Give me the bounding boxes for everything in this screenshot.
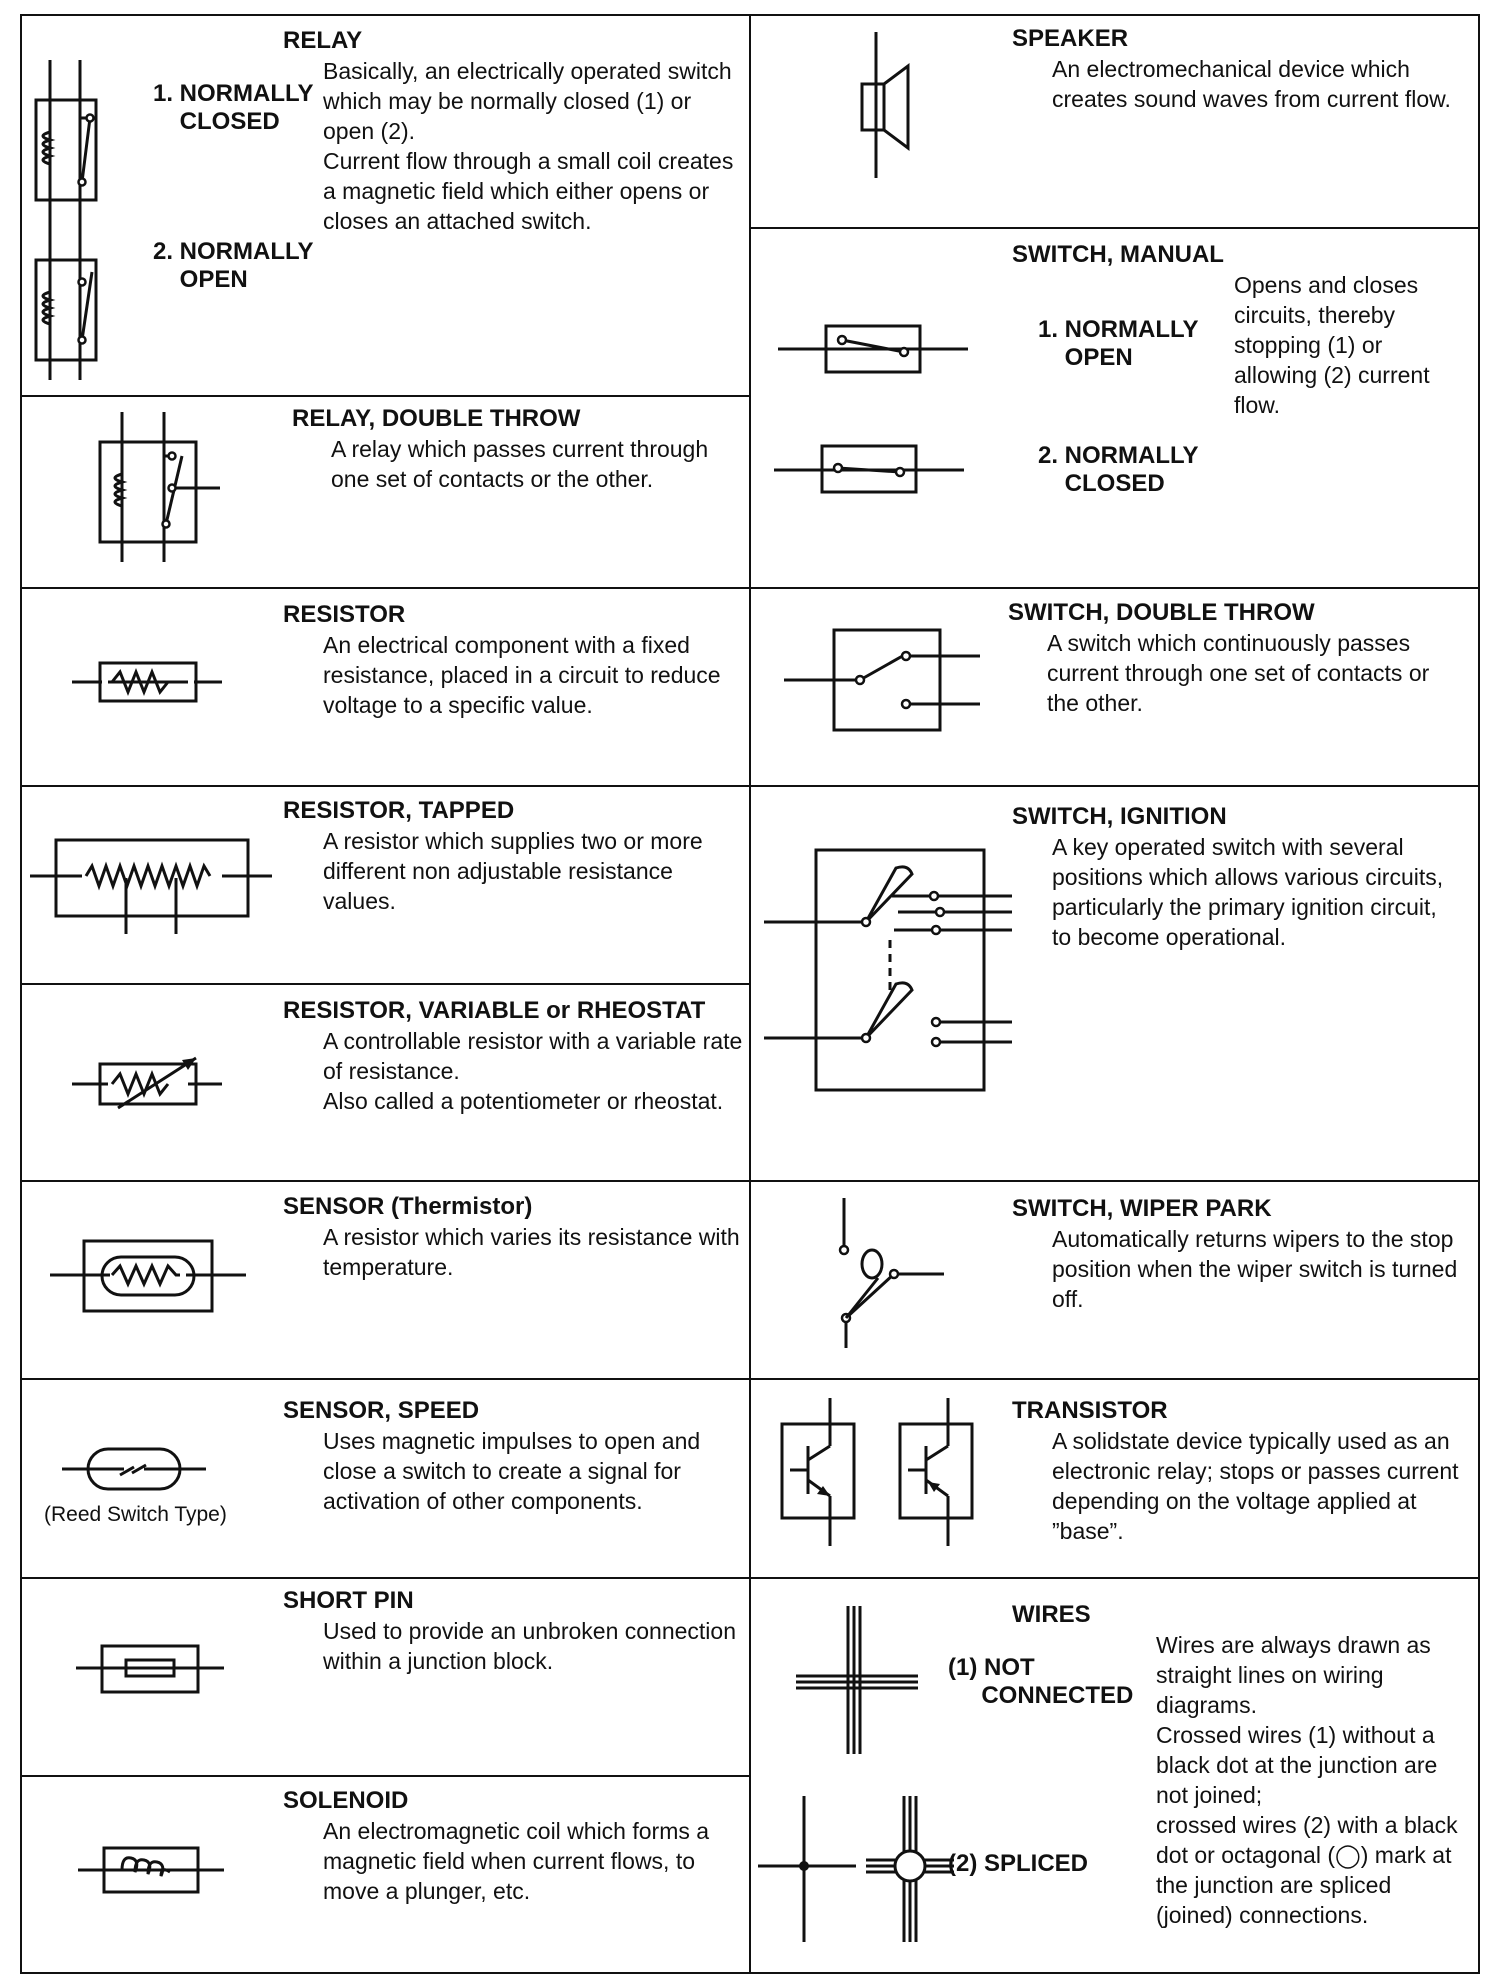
- resistor-tapped-description: A resistor which supplies two or more different non adjustable resistance values.: [323, 828, 703, 914]
- relay-normally-closed-symbol: [30, 60, 110, 240]
- resistor-description: An electrical component with a fixed resistance, placed in a circuit to reduce voltage to a specific value.: [323, 632, 721, 718]
- row-divider: [750, 1378, 1480, 1380]
- switch-manual-option-normally-open: 1. NORMALLY OPEN: [1038, 316, 1199, 371]
- resistor-tapped-symbol: [30, 838, 275, 938]
- row-divider: [20, 785, 750, 787]
- relay-title: RELAY: [283, 27, 363, 54]
- switch-double-throw-description: A switch which continuously passes current through one set of contacts or the other.: [1047, 630, 1430, 716]
- speaker-title: SPEAKER: [1012, 25, 1129, 52]
- solenoid-title: SOLENOID: [283, 1787, 409, 1814]
- center-divider: [749, 14, 751, 1974]
- row-divider: [20, 395, 750, 397]
- speaker-description: An electromechanical device which creates sound waves from current flow.: [1052, 56, 1451, 112]
- solenoid-symbol: [78, 1840, 238, 1900]
- sensor-thermistor-description: A resistor which varies its resistance with temperature.: [323, 1224, 740, 1280]
- wires-not-connected-symbol: [796, 1606, 922, 1756]
- sensor-thermistor-symbol: [50, 1237, 250, 1317]
- switch-wiper-park-symbol: [818, 1198, 958, 1348]
- speaker-symbol: [856, 32, 936, 182]
- switch-ignition-symbol: [764, 846, 1034, 1096]
- resistor-variable-symbol: [72, 1048, 242, 1128]
- wires-description: Wires are always drawn as straight lines on wiring diagrams. Crossed wires (1) without a black dot at the junction are not joined; crossed wires (2) with a black dot or octagonal (◯) mark at the junction are spliced (joined) connections.: [1156, 1632, 1458, 1928]
- relay-double-throw-description: A relay which passes current through one set of contacts or the other.: [331, 436, 709, 492]
- row-divider: [20, 1378, 750, 1380]
- switch-manual-title: SWITCH, MANUAL: [1012, 241, 1224, 268]
- resistor-symbol: [72, 655, 232, 705]
- row-divider: [20, 1775, 750, 1777]
- short-pin-symbol: [76, 1640, 236, 1700]
- resistor-tapped-title: RESISTOR, TAPPED: [283, 797, 515, 824]
- transistor-npn-symbol: [778, 1398, 878, 1548]
- wires-spliced-octagon-symbol: [856, 1796, 956, 1946]
- wires-option-spliced: (2) SPLICED: [948, 1850, 1089, 1877]
- row-divider: [750, 227, 1480, 229]
- relay-double-throw-symbol: [92, 412, 232, 582]
- switch-manual-normally-closed-symbol: [774, 442, 969, 498]
- resistor-variable-title: RESISTOR, VARIABLE or RHEOSTAT: [283, 997, 706, 1024]
- sensor-speed-caption: (Reed Switch Type): [44, 1503, 227, 1526]
- switch-double-throw-title: SWITCH, DOUBLE THROW: [1008, 599, 1315, 626]
- row-divider: [750, 587, 1480, 589]
- solenoid-description: An electromagnetic coil which forms a magnetic field when current flows, to move a plunger, etc.: [323, 1818, 710, 1904]
- sensor-speed-description: Uses magnetic impulses to open and close a switch to create a signal for activation of other components.: [323, 1428, 701, 1514]
- switch-ignition-description: A key operated switch with several positions which allows various circuits, particularly the primary ignition circuit, to become operational.: [1052, 834, 1444, 950]
- row-divider: [20, 1577, 750, 1579]
- switch-manual-option-normally-closed: 2. NORMALLY CLOSED: [1038, 442, 1199, 497]
- sensor-thermistor-title: SENSOR (Thermistor): [283, 1193, 533, 1220]
- row-divider: [750, 1577, 1480, 1579]
- relay-option-normally-open: 2. NORMALLY OPEN: [153, 238, 314, 293]
- row-divider: [20, 587, 750, 589]
- relay-double-throw-title: RELAY, DOUBLE THROW: [292, 405, 581, 432]
- sensor-speed-symbol: [62, 1445, 212, 1495]
- transistor-description: A solidstate device typically used as an electronic relay; stops or passes current depending on the voltage applied at ”base”.: [1052, 1428, 1459, 1544]
- switch-manual-description: Opens and closes circuits, thereby stopping (1) or allowing (2) current flow.: [1234, 272, 1430, 418]
- resistor-title: RESISTOR: [283, 601, 406, 628]
- row-divider: [750, 1180, 1480, 1182]
- relay-option-normally-closed: 1. NORMALLY CLOSED: [153, 80, 314, 135]
- switch-wiper-park-title: SWITCH, WIPER PARK: [1012, 1195, 1272, 1222]
- wires-title: WIRES: [1012, 1601, 1091, 1628]
- sensor-speed-title: SENSOR, SPEED: [283, 1397, 480, 1424]
- row-divider: [20, 983, 750, 985]
- wires-spliced-dot-symbol: [758, 1796, 858, 1946]
- short-pin-description: Used to provide an unbroken connection within a junction block.: [323, 1618, 737, 1674]
- switch-ignition-title: SWITCH, IGNITION: [1012, 803, 1227, 830]
- row-divider: [750, 785, 1480, 787]
- relay-description: Basically, an electrically operated switch which may be normally closed (1) or open (2). Current flow through a small coil creates a magnetic field which either opens or closes an attached switch.: [323, 58, 734, 234]
- transistor-title: TRANSISTOR: [1012, 1397, 1168, 1424]
- switch-manual-normally-open-symbol: [778, 322, 973, 378]
- resistor-variable-description: A controllable resistor with a variable rate of resistance. Also called a potentiometer or rheostat.: [323, 1028, 743, 1114]
- short-pin-title: SHORT PIN: [283, 1587, 414, 1614]
- wires-option-not-connected: (1) NOT CONNECTED: [948, 1654, 1134, 1709]
- transistor-pnp-symbol: [896, 1398, 996, 1548]
- switch-wiper-park-description: Automatically returns wipers to the stop position when the wiper switch is turned off.: [1052, 1226, 1458, 1312]
- relay-normally-open-symbol: [30, 220, 110, 380]
- row-divider: [20, 1180, 750, 1182]
- switch-double-throw-symbol: [784, 628, 984, 738]
